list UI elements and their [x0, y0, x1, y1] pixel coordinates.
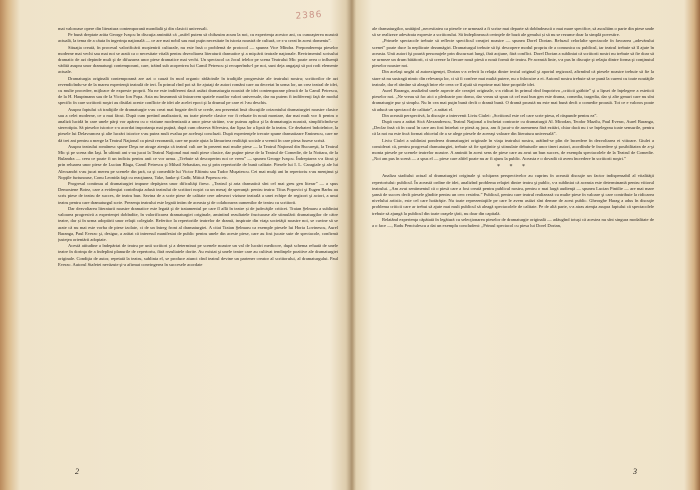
paragraph: mai valoroase opere din literatura contemporană mondială şi din clasicii universali. [58, 26, 208, 31]
paragraph: Acestă atitudine a îndepărtat de teatru pe unii scriitori şi a determinat pe scenele noastre un val de lucrări mediocre, după schema reluată de unele teatre în dorinţa de a îndeplini planurile de repertoriu, fără rezultatele dorite. Au existat şi unele teatre care au cultivat tendinţele pozitive ale dramaturgiei originale. Condiţia de autor, repetată la teatru, sublinia el, se produce atunci cînd teatrul devine un partener creator al scriitorului, al dramaturgului. Paul Everac. Autorul Stafetei nevăzute şi-a afirmat convingerea în succesele acordate [58, 243, 338, 267]
left-page-number: 2 [75, 467, 79, 476]
paragraph: Aurel Baranga, analizînd unele aspecte ale creaţiei originale, s-a ridicat în primul rînd împotriva „criticii grăbite” şi a lipsei de înţelegere a esteticii pieselor noi. „Ne vreau să fac aici o pledoarie pro domo, dar vreau să spun că cel mai bun gen este drama, comedia, tragedia, dar și alte genuri care nu sînt dramaturgie pur și simplu. Nu în cea mai puţin bună decît o dramă bună. O dramă proastă nu este mai bună decît o comedie proastă. Tot ce e valoros poate să aducă un spectacol de calitate”, a arătat el. [372, 88, 654, 112]
section-separator: * * * [497, 164, 529, 171]
paragraph: Progresul continuu al dramaturgiei impune depăşirea unor dificultăţi firesc. „Teatrul şi arta dramatică sînt cel mai greu gen literar” — a spus Demostene Botez, care a evidenţiat contribuţia adusă teatrului de scriitori noştri ca un mesaj de speranţă: pentru teatru: Titus Popovici şi Eugen Barbu au scris piese de teatru de succes, de teatru bun. Savina de a scrie piese de calitate cere adeseori viziune teatrală a unei echipe de regizori şi actori, a unui teatru pentru care dramaturgul scrie. Prezenţa teatrului este legată intim de aceasta şi de colaborarea oamenilor de teatru cu scriitorii. [58, 181, 338, 205]
paragraph: Liviu Ciulei a subliniat ponderea dramaturgiei originale în viaţa teatrului nostru, arătînd-se plin de încredere în dezvoltarea ei viitoare. Giulei a considerat că, pentru progresul dramaturgiei, trebuie să fie sprijinite şi stimulate debuturile unor tineri autori, acordîndu-le încredere şi posibilitatea de a-şi monta piesele pe scenele teatrelor noastre. A amintit în acest sens de piese care au avut un bun succes, de exemplu spectacolele de la Teatrul de Comedie. „Noi am pus în scenă — a spus el — piese care altfel poate nu ar fi ajuns la public. Aceasta e o dovadă că avem încredere în scriitorii noştri.” [372, 137, 654, 162]
paragraph: Dramaturgia originală contemporană are azi o cauză în mod organic rădăcinile în tradiţiile progresiste ale teatrului nostru; scriitorilor de azi revendicîndu-se de la marea experienţă teatrală de ieri. În primul rînd pot să fie ajutaţi de autori români care au decretat în urma lor, un crez teatral de idei, cu multe procedee, mijloace de expresie proprii. Nu ne este indiferent dacă astăzi dramaturgia noastră de idei contemporane pleacă de la Camil Petrescu, de la H. Hauptmann sau de la Victor Ion Popa. Asta nu înseamnă să întoarcem spatele marilor valori universale, dar nu putem fi indiferenţi faţă de modul specific în care scriitorii noştri au distilat aceste conflicte de idei ale acelei epoci şi la drumul pe care ei l-au deschis. [58, 75, 338, 106]
paragraph: Dar dezvoltarea literaturii noastre dramatice este legată şi de tratamentul pe care îl află în teatre și de judecăţile criticei. Traian Şelmaru a subliniat valoarea progresivă a experienţei dobîndite, în valorificarea dramaturgiei originale, amintind rezultatele fructuoase ale stimulării dramaturgilor de către teatre, dar și în urma adoptării unor relaţii colegiale. Referitor la repertoriile teatrelor de dramă, inspirate din viaţa societăţii noastre noi, se cuvine să se arate că nu mai este vorba de piese izolate, ci de un întreg front al dramaturgiei. A citat Traian Şelmaru ca exemple piesele lui Horia Lovinescu, Aurel Baranga, Paul Everac şi, desigur, a arătat că interesul manifestat de public pentru unele din aceste piese, care au fost jucate sute de spectacole, confirmă justeţea orientării adoptate. [58, 205, 338, 242]
right-page [372, 26, 654, 456]
paragraph: Din această perspectivă, la discuţie a intervenit Liviu Ciulei: „Scriitorul este cel care scrie piesa, el răspunde pentru ea”. [382, 112, 598, 118]
right-page-number: 3 [633, 467, 637, 476]
paragraph: Asupra teatrului românesc spune Deşu ne atrage atenţia că teatrul cult are în prezent mai multe piese — la Teatrul Naţional din Bucureşti, la Teatrul Mic şi pe scena din Iaşi. În ultimii ani s-au jucat la Teatrul Naţional mai mult piese clasice, dar puţine piese de la Teatrul de Comedie, de la Nottara, de la Bulandra — ceea ce poate fi un indiciu pentru anii ce vor urma. „Trebuie să descoperim noi ce vrem” — spunea George Ivaşcu. Îndreptarea s-a făcut şi prin reluarea unor piese de Lucian Blaga, Camil Petrescu şi Mihail Sebastian, nu şi prin repertoriile de bună calitate. Piesele lui I. L. Caragiale şi ale lui Alecsandri s-au jucat mereu pe scenele din ţară, ca şi comediile lui Victor Eftimiu sau Tudor Muşatescu. Cei mai mulţi ani în repertoriu s-au menţinut şi Nopţile furtunoase, Conu Leonida faţă cu reacţiunea, Take, Ianke şi Cadîr, Mitică Popescu etc. [58, 143, 338, 180]
paragraph: Pe bună dreptate arăta George Ivaşcu în discuţia amintită că „astfel putem să chibzuim acum la noi, cu experienţa acestor ani, cu cunoaşterea noastră actuală, la tema de a căuta în ingerinţa naţională — ce are mai nobil sau mai puţin necesitate în istoria noastră de cultură, ce s-a creat în acest domeniu”. [58, 32, 338, 44]
paragraph: Analiza stadiului actual al dramaturgiei originale şi schiţarea perspectivelor au cuprins în această discuţie un factor indispensabil al vitalităţii repertoriului: publicul. În această ordine de idei, analizînd problema relaţiei dintre teatru şi public, s-a subliniat că aceasta este determinantă pentru viitorul teatrului. „Am avut sentimentul că o piesă care a fost creată pentru publicul nostru, pentru o mai largă audienţă — spunea Lucian Pintilie — are mai mare şansă de succes decît piesele gîndite pentru un cerc restrîns.” Publicul, pentru care teatrul realizează cu multe piese în valoare şi care contribuie la ridicarea nivelului artistic, este cel care hotărăşte. Nu toate reprezentaţiile pe care le avem astăzi sînt demne de acest public. Gheorghe Harag a adus în discuţie problema criticii care ar trebui să ajute mai mult publicul să aleagă spectacolele de calitate. Pe de altă parte, s-a atras atenţia asupra faptului că spectacolele trebuie să ajungă la publicul din toate oraşele ţării, nu doar din capitală. [372, 173, 654, 216]
paragraph: ale dramaturgilor, unităţinl „necesitatea ca piesele ce urmează a fi scrise mai departe să dobîndească o mai mare specifice, să ascultăm o parte din piese unde să se realizeze adevărata expresie a scriitorului. Să îndeplinească cerinţele de bază ale genului și să nu se rezume doar la simplă povestire. [372, 26, 654, 38]
paragraph: Din acelaşi unghi al autoexigenţei, Dorian s-a referit la relaţia dintre textul original şi aportul regizoral, afirmînd că piesele noastre trebuie să fie la stare să nu sustragă nimic din relevanţa lor, ci să îi confere mai multă putere, nu o înlocuire a ei. Autorul nostru trebuie să se pună la curent cu toate noutăţile teatrale, dar el rămîne să aleagă între ele ceea ce îl ajută să exprime mai bine propriile idei. [372, 69, 654, 87]
paragraph: După cum a arătat Sică Alexandrescu, Teatrul Naţional a încheiat contracte cu dramaturgii Al. Mirodan, Teodor Mazilu, Paul Everac, Aurel Baranga, „Declar însă că în cazul în care am fost întrebat ce piesă aş juca, am fi jucat-o de asemenea fără ezitări, chiar dacă nu i se înţelegeau toate sensurile, pentru că la noi nu este încă format obiceiul de a se alege piesele de aceeaşi valoare din literatura universală”. [372, 119, 654, 137]
paragraph: „Primele spectacole trebuie să reflecte specificul creaţiei noastre — spunea Dorel Dorian. Refuzul celorlalte spectacole în favoarea „adevărului scenei” poate duce la neplăcute dezamăgiri. Dramaturgul trebuie să îşi descopere modul propriu de a comunica cu publicul, iar teatrul trebuie să îl ajute în aceasta. Unii autori îşi poartă personajele prin discursuri lungi, fără acţiune, fără conflict. Dorel Dorian a subliniat că scriitorii nostri nu trebuie să fie doar să se urmeze un drum bătătorit, ci să creeze la fiecare nouă piesă o nouă formă de teatru. Pe această linie, s-a pus în discuţie şi relaţia dintre forma şi conţinutul pieselor noastre noi. [372, 38, 654, 69]
paragraph: Situaţia creată, în procesul valorificării moştenirii culturale, nu este însă o problemă de protocol — spunea Vice Mîndra. Preponderenţa pieselor moderne mai vechi sau mai noi se arată ca o necesitate vitală pentru dezvoltarea literaturii dramatice şi a mişcării teatrale naţionale. Revirimentul scrisului dramatic de azi depinde mult şi de difuzarea unor piese dramatice mai vechi. Un spectacol ca Jocul ielelor pe scena Teatrului Mic poate avea o influenţă vădită asupra unor dramaturgi contemporani, care, trăind sub acoperirea lui Camil Petrescu şi recuperîndu-l pe noi, sunt deja angajaţi să pot rodi elemente actuale. [58, 44, 338, 75]
paragraph: Relatând experienţa căpătată în legătură cu selecţionarea pieselor de dramaturgie originală — adăugînd totuşi că acestea nu sînt singura modalitate de a o face —, Radu Penciulescu a dat un exemplu concludent: „Primul spectacol cu piesa lui Dorel Dorian, [372, 216, 654, 229]
library-stamp: 2386 [295, 9, 323, 22]
paragraph: Asupra faptului că tradiţiile de dramaturgie s-au creat mai bogate decît se crede, am prezentat însă discuţiile orizontului dramaturgiei noastre clasice sau a celei moderne, ce a mai făcut. După cum pretind analizatorii, nu toate piesele clasice vor fi reluate în nouă montare, dar mai mult vor fi pentru o analiză lucidă în care unele părţi vor apărea cu o viziune modernizată a unor piese străine, s-ar puteau aplica şi la dramaturgia noastră, simplificîndu-se stereotipia. Să pieselor istorice s-a acordat importanţa mai puţină, după cum observa Silvestru, dar lipsa lor a lipsit de la teatru. Ce dezbateri îndoielnice, la piesele lui Delavrancea şi alte lucrări istorice s-au putea mult evalua pe aceleaşi concluzii. După experienţele trecute spune dramatizare Eminescu, care ne dă trei ani pentru a merge la Teatrul Naţional ca piesă rezonantă, care ne poate ajuta la lămurirea realităţii sociale a vremii în care piesa fusese scrisă. [58, 106, 338, 143]
book-binding-gutter [346, 0, 356, 490]
left-page [58, 26, 338, 456]
